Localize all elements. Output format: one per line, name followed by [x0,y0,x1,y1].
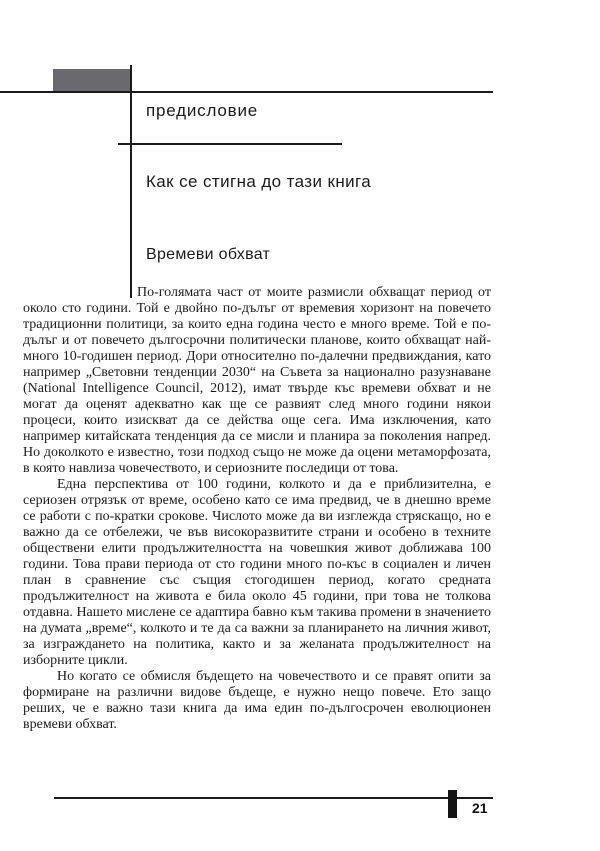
vertical-rule [130,65,132,298]
chapter-tab-marker [53,69,132,91]
paragraph-2: Една перспектива от 100 години, колкото и да е приблизителна, е сериозен отрязък от време, особено като се има предвид, че в днешно време се работи с по-кратки срокове. Числото може да ви изглежда стряскащо, но е важно да се отбележи, че във високоразвитите страни и особено в техните обществени елити продължителността на човешкия живот доближава 100 години. Това прави периода от сто години много по-къс в социален и личен план в сравнение със същия стогодишен период, когато средната продължителност на живота е била около 45 години, при това не толкова отдавна. Нашето мислене се адаптира бавно към такива промени в значението на думата „време“, колкото и те да са важни за планирането на личния живот, за изграждането на политика, както и за желаната продължителност на изборните цикли. [23,477,491,668]
page-number: 21 [472,800,488,816]
paragraph-1: По-голямата част от моите размисли обхващат период от около сто години. Той е двойно по-дълъг от времевия хоризонт на повечето традиционни политици, за които една година често е много време. Той е по-дълъг и от повечето дългосрочни политически планове, които обхващат най-много 10-годишен период. Дори относително по-далечни предвиждания, като например „Световни тенденции 2030“ на Съвета за национално разузнаване (National Intelligence Council, 2012), имат твърде къс времеви обхват и не могат да оценят адекватно как ще се развият след много години някои процеси, които изискват да се действа още сега. Има изключения, като например китайската тенденция да се мисли и планира за поколения напред. Но доколкото е известно, този подход също не може да оцени метаморфозата, в която навлиза човечеството, и сериозните последици от това. [23,285,491,476]
body-text [23,285,491,733]
chapter-title: Как се стигна до тази книга [146,172,372,191]
footer-rule [54,797,493,799]
subtitle-rule [118,143,342,145]
preface-kicker: предисловие [146,101,259,120]
footer-block-marker [448,790,457,818]
paragraph-3: Но когато се обмисля бъдещето на човечеството и се правят опити за формиране на различни видове бъдеще, е нужно нещо повече. Ето защо реших, че е важно тази книга да има един по-дългосрочен еволюционен времеви обхват. [23,669,491,732]
top-rule [0,91,493,93]
section-title: Времеви обхват [146,246,271,263]
